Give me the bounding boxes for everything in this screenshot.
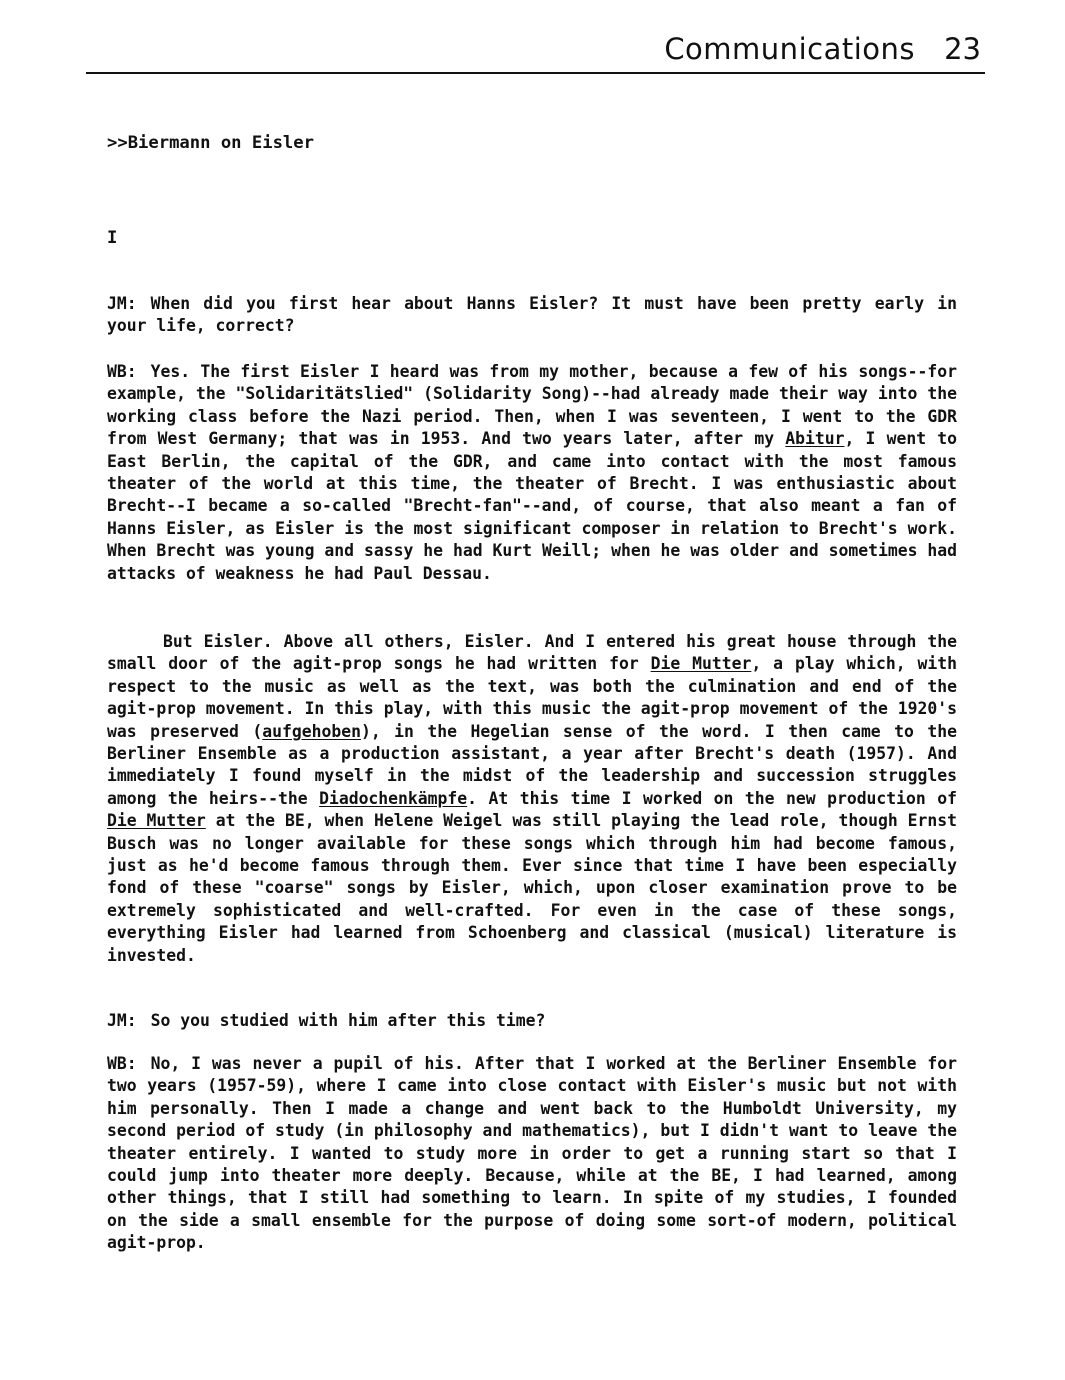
paragraph-wb-3 — [107, 1053, 957, 1255]
journal-title: Communications — [664, 32, 915, 66]
paragraph-wb-1 — [107, 361, 957, 585]
paragraph-text: No, I was never a pupil of his. After that I worked at the Berliner Ensemble for two years (1957-59), where I came into close contact with Eisler's music but not with him personally. Then I made a change and went back to the Humboldt University, my second period of study (in philosophy and mathematics), but I didn't want to leave the theater entirely. I wanted to study more in order to get a running start so that I could jump into theater more deeply. Because, while at the BE, I had learned, among other things, that I still had something to learn. In spite of my studies, I founded on the side a small ensemble for the purpose of doing some sort-of modern, political agit-prop. — [107, 1054, 957, 1253]
article-title: >>Biermann on Eisler — [107, 133, 314, 153]
term-diadochenkaempfe: Diadochenkämpfe — [319, 788, 468, 808]
title-die-mutter: Die Mutter — [107, 811, 206, 831]
paragraph-text: at the BE, when Helene Weigel was still playing the lead role, though Ernst Busch was no longer available for these songs which through him had become famous, just as he'd become famous through them. Ever since that time I have been especially fond of these "coarse" songs by Eisler, which, upon closer examination prove to be extremely sophisticated and well-crafted. For even in the case of these songs, everything Eisler had learned from Schoenberg and classical (musical) literature is invested. — [107, 811, 958, 965]
speaker-label: WB: — [107, 362, 137, 381]
paragraph-text: So you studied with him after this time? — [150, 1011, 546, 1030]
paragraph-text: Yes. The first Eisler I heard was from my mother, because a few of his songs--for example, the "Solidaritätslied" (Solidarity Song)--had already made their way into the working class before the Nazi period. Then, when I was seventeen, I went to the GDR from West Germany; that was in 1953. And two years later, after my — [107, 362, 957, 449]
term-abitur: Abitur — [785, 429, 845, 449]
paragraph-text: . At this time I worked on the new production of — [467, 788, 957, 808]
speaker-label: JM: — [107, 294, 137, 313]
page-number: 23 — [944, 32, 981, 66]
title-die-mutter: Die Mutter — [650, 654, 752, 674]
speaker-label: JM: — [107, 1011, 137, 1030]
paragraph-text: But Eisler. Above all others, Eisler. And I entered his great house through the small door of the agit-prop songs he had written for — [107, 632, 957, 674]
section-number: I — [107, 228, 118, 248]
running-header — [86, 32, 985, 74]
term-aufgehoben: aufgehoben — [262, 721, 361, 741]
paragraph-text: When did you first hear about Hanns Eisler? It must have been pretty early in your life, correct? — [107, 294, 957, 336]
paragraph-jm-1 — [107, 293, 957, 338]
paragraph-text: , a play which, with respect to the music as well as the text, was both the culmination and end of the agit-prop movement. In this play, with this music the agit-prop movement of the 1920's was preserved ( — [107, 654, 957, 741]
paragraph-text: ), in the Hegelian sense of the word. I then came to the Berliner Ensemble as a production assistant, a year after Brecht's death (1957). And immediately I found myself in the midst of the leadership and succession struggles among the heirs--the — [107, 721, 957, 808]
paragraph-wb-2 — [107, 631, 957, 967]
paragraph-jm-2 — [107, 1010, 957, 1032]
speaker-label: WB: — [107, 1054, 137, 1073]
paragraph-text: , I went to East Berlin, the capital of the GDR, and came into contact with the most famous theater of the world at this time, the theater of Brecht. I was enthusiastic about Brecht--I became a so-called "Brecht-fan"--and, of course, that also meant a fan of Hanns Eisler, as Eisler is the most significant composer in relation to Brecht's work. When Brecht was young and sassy he had Kurt Weill; when he was older and sometimes had attacks of weakness he had Paul Dessau. — [107, 429, 957, 583]
